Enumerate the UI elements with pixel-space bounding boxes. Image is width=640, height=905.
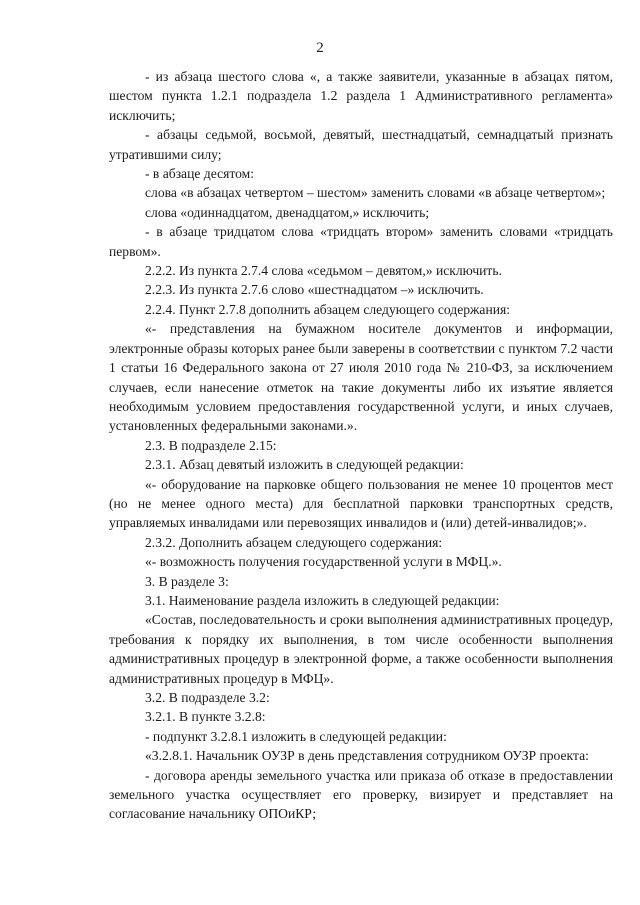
paragraph: 2.2.2. Из пункта 2.7.4 слова «седьмом – девятом,» исключить.	[145, 263, 502, 279]
paragraph: - в абзаце тридцатом слова «тридцать втором» заменить словами «тридцать первом».	[109, 224, 613, 259]
paragraph: «- представления на бумажном носителе документов и информации, электронные образы которых ранее были заверены в соответствии с пунктом 7.2 части 1 статьи 16 Федерального закона от 27 июля 2010 года № 210-ФЗ, за исключением случаев, если нанесение отметок на такие документы либо их изъятие является необходимым условием предоставления государственной услуги, и иных случаев, установленных федеральными законами.».	[109, 321, 613, 434]
paragraph: - договора аренды земельного участка или приказа об отказе в предоставлении земельного участка осуществляет его проверку, визирует и представляет на согласование начальнику ОПОиКР;	[109, 767, 613, 822]
paragraph: - абзацы седьмой, восьмой, девятый, шестнадцатый, семнадцатый признать утратившими силу;	[109, 127, 613, 162]
paragraph: 3.2. В подразделе 3.2:	[145, 690, 270, 705]
paragraph: 2.3.2. Дополнить абзацем следующего содержания:	[145, 534, 443, 550]
paragraph: «3.2.8.1. Начальник ОУЗР в день представления сотрудником ОУЗР проекта:	[145, 748, 589, 764]
paragraph: «- оборудование на парковке общего пользования не менее 10 процентов мест (но не менее одного места) для бесплатной парковки транспортных средств, управляемых инвалидами или перевозящих инвалидов и (или) детей-инвалидов;».	[109, 476, 613, 531]
paragraph: - из абзаца шестого слова «, а также заявители, указанные в абзацах пятом, шестом пункта 1.2.1 подраздела 1.2 раздела 1 Административного регламента» исключить;	[109, 69, 613, 123]
paragraph: 2.2.4. Пункт 2.7.8 дополнить абзацем следующего содержания:	[145, 301, 511, 317]
paragraph: 2.2.3. Из пункта 2.7.6 слово «шестнадцатом –» исключить.	[145, 282, 484, 298]
paragraph: - в абзаце десятом:	[145, 166, 255, 182]
paragraph: 2.3.1. Абзац девятый изложить в следующей редакции:	[145, 457, 464, 473]
paragraph: слова «в абзацах четвертом – шестом» заменить словами «в абзаце четвертом»;	[145, 185, 606, 201]
paragraph: 3. В разделе 3:	[145, 573, 229, 589]
paragraph: 2.3. В подразделе 2.15:	[145, 437, 277, 453]
page-number: 2	[316, 40, 324, 56]
paragraph: 3.1. Наименование раздела изложить в следующей редакции:	[145, 592, 500, 608]
paragraph: слова «одиннадцатом, двенадцатом,» исключить;	[145, 204, 430, 220]
paragraph: - подпункт 3.2.8.1 изложить в следующей редакции:	[145, 728, 447, 744]
paragraph: «- возможность получения государственной услуги в МФЦ.».	[145, 554, 502, 570]
paragraph: «Состав, последовательность и сроки выполнения административных процедур, требования к порядку их выполнения, в том числе особенности выполнения административных процедур в электронной форме, а также особенности выполнения административных процедур в МФЦ».	[109, 612, 613, 686]
document-body	[109, 67, 613, 824]
paragraph: 3.2.1. В пункте 3.2.8:	[145, 709, 266, 725]
